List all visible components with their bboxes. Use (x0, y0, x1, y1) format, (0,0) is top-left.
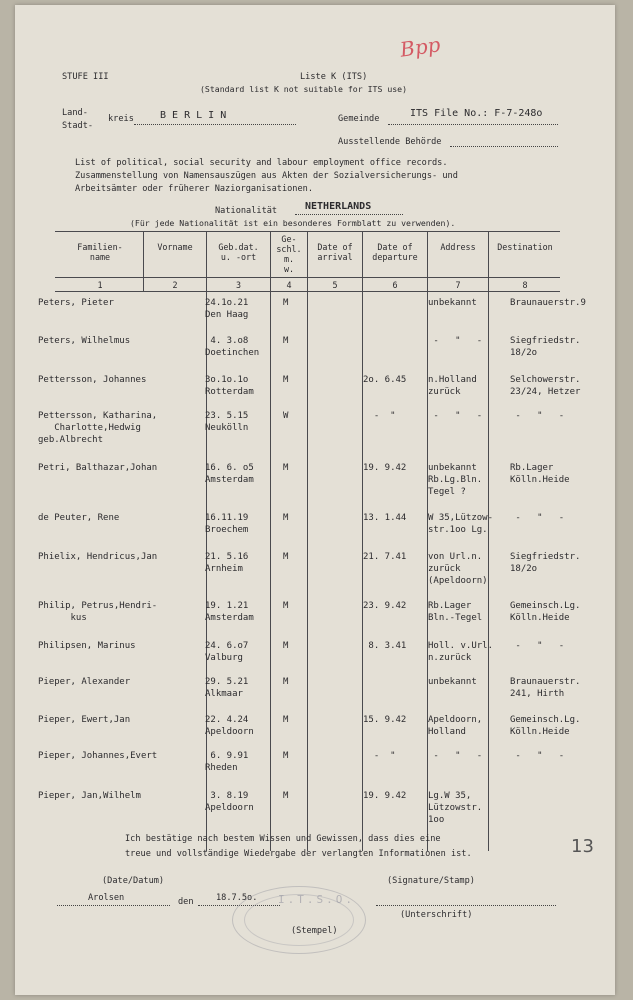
cell-destination: - " - (510, 751, 565, 761)
col-header-destination: Destination (497, 242, 553, 252)
cell-address: unbekannt (428, 677, 477, 687)
nationality-value: NETHERLANDS (305, 201, 372, 212)
col-header-familienname: Familien- name (77, 242, 123, 262)
cell-sex: M (283, 751, 289, 761)
col-header-departure: Date of departure (372, 242, 418, 262)
cell-departure: 2o. 6.45 (363, 375, 407, 385)
stufe-label: STUFE III (62, 72, 109, 82)
unterschrift-label: (Unterschrift) (400, 910, 473, 920)
nationality-note: (Für jede Nationalität ist ein besonderes Formblatt zu verwenden). (130, 218, 456, 228)
col-header-geschlecht: Ge- schl. m. w. (276, 234, 302, 274)
cell-departure: 19. 9.42 (363, 791, 407, 801)
cell-destination: - " - (510, 411, 565, 421)
description-line-1: List of political, social security and labour employment office records. (75, 158, 448, 168)
cell-sex: M (283, 513, 289, 523)
cell-birth: 23. 5.15 Neukölln (205, 411, 249, 433)
cell-destination: Braunauerstr. 241, Hirth (510, 677, 581, 699)
land-label: Land- (62, 108, 88, 118)
cell-birth: 3o.1o.1o Rotterdam (205, 375, 254, 397)
cell-address: - " - (428, 751, 483, 761)
cell-name: de Peuter, Rene (38, 513, 120, 523)
cell-name: Philip, Petrus,Hendri- kus (38, 601, 158, 623)
place-dotline (57, 905, 170, 906)
cell-destination: - " - (510, 513, 565, 523)
cell-departure: 23. 9.42 (363, 601, 407, 611)
cell-destination: Selchowerstr. 23/24, Hetzer (510, 375, 581, 397)
cell-sex: M (283, 791, 289, 801)
cell-sex: M (283, 715, 289, 725)
cell-name: Peters, Wilhelmus (38, 336, 131, 346)
col-number-4: 4 (286, 280, 292, 290)
cell-sex: M (283, 677, 289, 687)
cell-sex: M (283, 298, 289, 308)
cell-departure: 13. 1.44 (363, 513, 407, 523)
cell-sex: M (283, 601, 289, 611)
col-divider-4 (307, 231, 308, 851)
gemeinde-value: ITS File No.: F-7-248o (410, 108, 543, 119)
cell-sex: W (283, 411, 289, 421)
cell-birth: 19. 1.21 Amsterdam (205, 601, 254, 623)
stamp-text: I.T.S.O. (278, 893, 355, 906)
cell-birth: 21. 5.16 Arnheim (205, 552, 249, 574)
cell-departure: 15. 9.42 (363, 715, 407, 725)
cell-departure: - " (363, 751, 396, 761)
cell-destination: Siegfriedstr. 18/2o (510, 336, 581, 358)
den-label: den (178, 897, 194, 907)
cell-birth: 16. 6. o5 Amsterdam (205, 463, 254, 485)
cell-destination: Braunauerstr.9 (510, 298, 586, 308)
cell-name: Phielix, Hendricus,Jan (38, 552, 158, 562)
cell-sex: M (283, 463, 289, 473)
kreis-label: kreis (108, 114, 134, 124)
description-line-2: Zusammenstellung von Namensauszügen aus Akten der Sozialversicherungs- und (75, 171, 458, 181)
col-header-geburt: Geb.dat. u. -ort (218, 242, 259, 262)
cell-address: - " - (428, 336, 483, 346)
cell-name: Pieper, Jan,Wilhelm (38, 791, 141, 801)
cell-birth: 29. 5.21 Alkmaar (205, 677, 249, 699)
cell-birth: 4. 3.o8 Doetinchen (205, 336, 260, 358)
col-number-7: 7 (455, 280, 461, 290)
nationality-label: Nationalität (215, 206, 278, 216)
stempel-label: (Stempel) (291, 926, 338, 936)
cell-name: Pieper, Alexander (38, 677, 131, 687)
cell-sex: M (283, 375, 289, 385)
cell-address: n.Holland zurück (428, 375, 477, 397)
col-header-vorname: Vorname (157, 242, 193, 252)
gemeinde-dotline (388, 124, 558, 125)
page-number: 13 (571, 836, 594, 857)
cell-destination: Siegfriedstr. 18/2o (510, 552, 581, 574)
cell-birth: 22. 4.24 Apeldoorn (205, 715, 254, 737)
date-label: (Date/Datum) (102, 876, 165, 886)
col-number-1: 1 (97, 280, 103, 290)
col-number-2: 2 (172, 280, 178, 290)
col-header-arrival: Date of arrival (317, 242, 353, 262)
behoerde-dotline (450, 146, 558, 147)
cell-departure: 19. 9.42 (363, 463, 407, 473)
col-number-6: 6 (392, 280, 398, 290)
cell-address: unbekannt (428, 298, 477, 308)
cell-departure: 8. 3.41 (363, 641, 407, 651)
cell-birth: 6. 9.91 Rheden (205, 751, 249, 773)
stadt-label: Stadt- (62, 121, 94, 131)
gemeinde-label: Gemeinde (338, 114, 380, 124)
cell-sex: M (283, 641, 289, 651)
confirmation-line-1: Ich bestätige nach bestem Wissen und Gewissen, dass dies eine (125, 834, 441, 844)
cell-address: Apeldoorn, Holland (428, 715, 483, 737)
document-page (15, 5, 615, 995)
signature-dotline (376, 905, 556, 906)
cell-name: Pettersson, Katharina, Charlotte,Hedwig geb.Albrecht (38, 411, 158, 445)
cell-name: Petri, Balthazar,Johan (38, 463, 158, 473)
cell-address: W 35,Lützow- str.1oo Lg. (428, 513, 494, 535)
cell-name: Pieper, Johannes,Evert (38, 751, 158, 761)
col-number-8: 8 (522, 280, 528, 290)
cell-birth: 16.11.19 Broechem (205, 513, 249, 535)
cell-name: Philipsen, Marinus (38, 641, 136, 651)
kreis-dotline (134, 124, 296, 125)
cell-address: unbekannt Rb.Lg.Bln. Tegel ? (428, 463, 483, 497)
pencil-annotation: Bpp (398, 32, 442, 62)
cell-address: Lg.W 35, Lützowstr. 1oo (428, 791, 483, 825)
cell-destination: Gemeinsch.Lg. Kölln.Heide (510, 715, 581, 737)
place-value: Arolsen (88, 893, 125, 903)
cell-departure: 21. 7.41 (363, 552, 407, 562)
cell-birth: 3. 8.19 Apeldoorn (205, 791, 254, 813)
cell-address: von Url.n. zurück (Apeldoorn) (428, 552, 488, 586)
behoerde-label: Ausstellende Behörde (338, 137, 442, 147)
cell-name: Peters, Pieter (38, 298, 114, 308)
col-header-address: Address (440, 242, 476, 252)
cell-departure: - " (363, 411, 396, 421)
col-divider-3 (270, 231, 271, 851)
cell-destination: Rb.Lager Kölln.Heide (510, 463, 570, 485)
kreis-value: B E R L I N (160, 110, 227, 121)
nationality-dotline (295, 214, 403, 215)
date-value: 18.7.5o. (216, 893, 258, 903)
cell-sex: M (283, 552, 289, 562)
cell-birth: 24.1o.21 Den Haag (205, 298, 249, 320)
col-divider-7 (488, 231, 489, 851)
cell-name: Pettersson, Johannes (38, 375, 147, 385)
description-line-3: Arbeitsämter oder früherer Naziorganisationen. (75, 184, 313, 194)
col-number-3: 3 (235, 280, 242, 290)
cell-sex: M (283, 336, 289, 346)
liste-title: Liste K (ITS) (300, 72, 368, 82)
cell-destination: Gemeinsch.Lg. Kölln.Heide (510, 601, 581, 623)
cell-destination: - " - (510, 641, 565, 651)
signature-label: (Signature/Stamp) (387, 876, 475, 886)
cell-address: Rb.Lager Bln.-Tegel (428, 601, 483, 623)
cell-name: Pieper, Ewert,Jan (38, 715, 131, 725)
liste-note: (Standard list K not suitable for ITS use) (200, 84, 408, 94)
cell-address: - " - (428, 411, 483, 421)
cell-birth: 24. 6.o7 Valburg (205, 641, 249, 663)
cell-address: Holl. v.Url. n.zurück (428, 641, 494, 663)
confirmation-line-2: treue und vollständige Wiedergabe der verlangten Informationen ist. (125, 849, 472, 859)
col-number-5: 5 (332, 280, 338, 290)
